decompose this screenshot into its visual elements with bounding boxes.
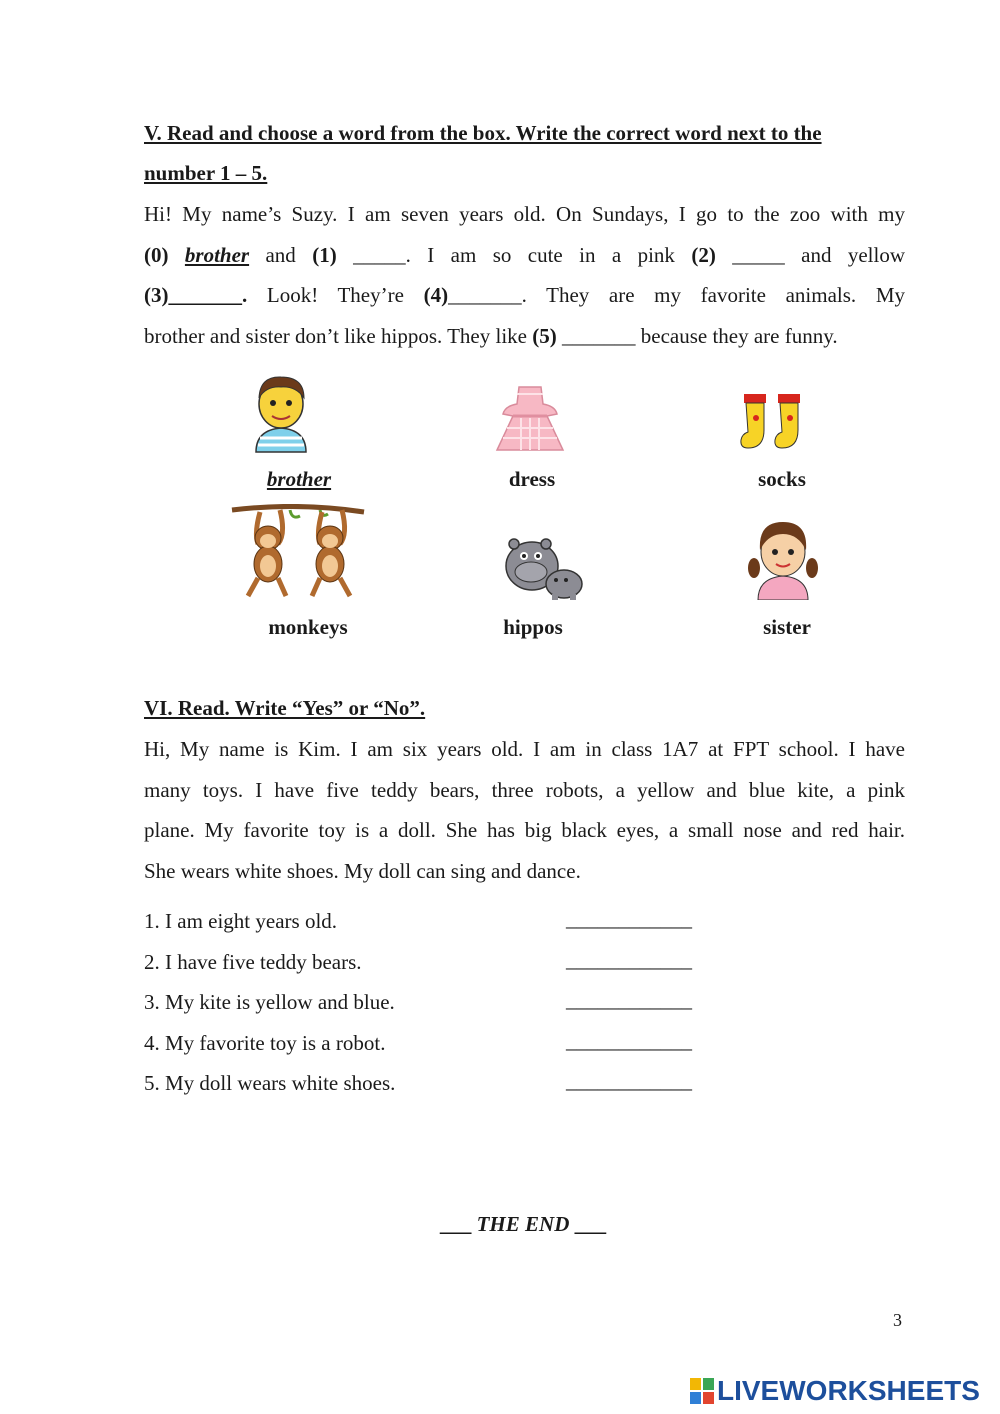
- word-dress: dress: [508, 467, 556, 491]
- brand-name: LIVEWORKSHEETS: [717, 1375, 980, 1406]
- text: _______. They are my favorite animals. My: [448, 283, 905, 307]
- text: _______ because they are funny.: [556, 323, 838, 348]
- sister-image: [744, 516, 822, 600]
- question-4: 4. My favorite toy is a robot.: [144, 1031, 386, 1055]
- text: THE END: [476, 1212, 570, 1236]
- para-line-3: [144, 275, 905, 316]
- text: _____ and yellow: [715, 242, 905, 267]
- example-answer: brother: [184, 242, 250, 267]
- the-end: [0, 1212, 1000, 1237]
- word-hippos: hippos: [503, 615, 563, 639]
- para-line-1: Hi! My name’s Suzy. I am seven years old. On Sundays, I go to the zoo with my: [144, 202, 905, 226]
- word-monkeys: monkeys: [268, 615, 348, 639]
- para-line-4: [144, 316, 905, 357]
- page-number: 3: [893, 1310, 902, 1330]
- text: ___: [574, 1212, 607, 1236]
- question-2: 2. I have five teddy bears.: [144, 950, 362, 974]
- question-1: 1. I am eight years old.: [144, 909, 338, 933]
- text: ___: [439, 1212, 472, 1236]
- word-brother: [209, 467, 389, 492]
- dress-image: [493, 384, 567, 454]
- text: brother and sister don’t like hippos. They like: [144, 323, 533, 348]
- number-3: (3)_______.: [144, 283, 248, 307]
- answer-blank-5[interactable]: ____________: [566, 1069, 692, 1093]
- answer-blank-4[interactable]: ____________: [566, 1029, 692, 1053]
- para-line: She wears white shoes. My doll can sing and dance.: [144, 858, 581, 883]
- boy-image: [248, 372, 314, 454]
- socks-image: [738, 392, 810, 454]
- number-5: (5): [532, 323, 557, 348]
- liveworksheets-icon: [690, 1378, 714, 1404]
- number-1: (1): [312, 242, 337, 267]
- para-line: Hi, My name is Kim. I am six years old. I am in class 1A7 at FPT school. I have: [144, 737, 905, 761]
- answer-blank-1[interactable]: ____________: [566, 907, 692, 931]
- word-sister: sister: [763, 615, 811, 639]
- question-3: 3. My kite is yellow and blue.: [144, 990, 395, 1014]
- text: and: [249, 242, 313, 267]
- word-socks: socks: [758, 467, 806, 491]
- text: Look! They’re: [247, 283, 424, 307]
- para-line-2: [144, 235, 905, 276]
- text: _____. I am so cute in a pink: [336, 242, 692, 267]
- monkeys-image: [230, 504, 366, 600]
- liveworksheets-logo[interactable]: [690, 1374, 980, 1408]
- question-5: 5. My doll wears white shoes.: [144, 1071, 396, 1095]
- hippos-image: [500, 534, 586, 600]
- section-6-heading: VI. Read. Write “Yes” or “No”.: [144, 696, 426, 720]
- answer-blank-3[interactable]: ____________: [566, 988, 692, 1012]
- section-5-paragraph: [144, 194, 905, 356]
- number-0: (0): [144, 242, 169, 267]
- para-line: many toys. I have five teddy bears, three robots, a yellow and blue kite, a pink: [144, 777, 905, 802]
- text: brother: [266, 467, 332, 491]
- section-5-heading: V. Read and choose a word from the box. Write the correct word next to the: [144, 121, 822, 145]
- section-5-heading-line2: number 1 – 5.: [144, 161, 268, 185]
- section-6-paragraph: [144, 729, 905, 891]
- number-2: (2): [691, 242, 716, 267]
- answer-blank-2[interactable]: ____________: [566, 948, 692, 972]
- para-line: plane. My favorite toy is a doll. She has big black eyes, a small nose and red hair.: [144, 818, 905, 842]
- number-4: (4): [423, 283, 449, 307]
